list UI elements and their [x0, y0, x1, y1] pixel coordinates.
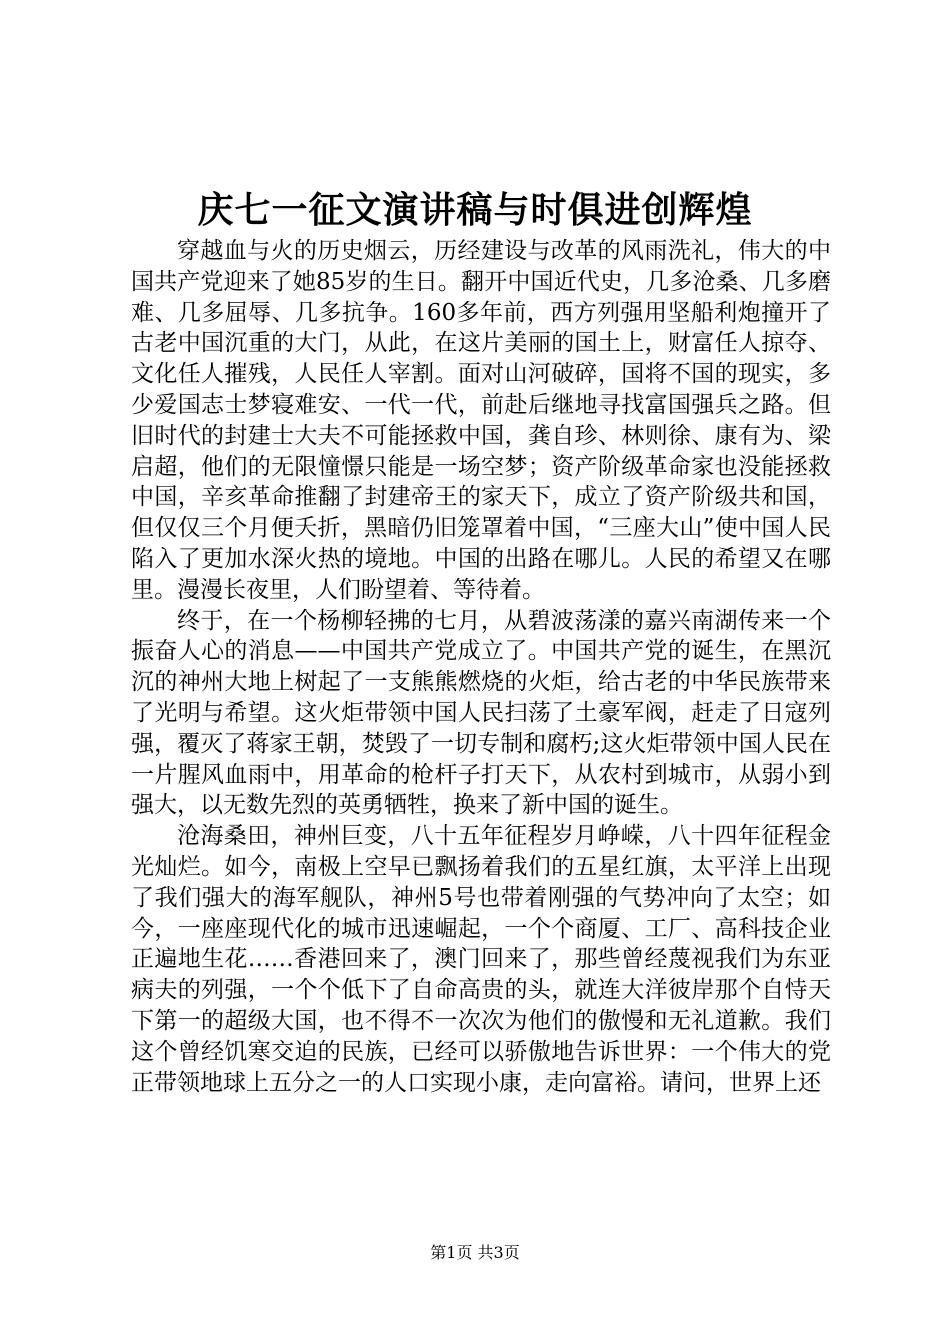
paragraph-2: 终于，在一个杨柳轻拂的七月，从碧波荡漾的嘉兴南湖传来一个振奋人心的消息——中国共产党成立了。中国共产党的诞生，在黑沉沉的神州大地上树起了一支熊熊燃烧的火炬，给古老的中华民族带来了光明与希望。这火炬带领中国人民扫荡了土豪军阀，赶走了日寇列强，覆灭了蒋家王朝，焚毁了一切专制和腐朽;这火炬带领中国人民在一片腥风血雨中，用革命的枪杆子打天下，从农村到城市，从弱小到强大，以无数先烈的英勇牺牲，换来了新中国的诞生。 [131, 607, 831, 819]
document-body [131, 236, 831, 1098]
page-number-footer: 第1页 共3页 [430, 1243, 520, 1262]
paragraph-3: 沧海桑田，神州巨变，八十五年征程岁月峥嵘，八十四年征程金光灿烂。如今，南极上空早已飘扬着我们的五星红旗，太平洋上出现了我们强大的海军舰队，神州5号也带着刚强的气势冲向了太空；如今，一座座现代化的城市迅速崛起，一个个商厦、工厂、高科技企业正遍地生花……香港回来了，澳门回来了，那些曾经蔑视我们为东亚病夫的列强，一个个低下了自命高贵的头，就连大洋彼岸那个自恃天下第一的超级大国，也不得不一次次为他们的傲慢和无礼道歉。我们这个曾经饥寒交迫的民族，已经可以骄傲地告诉世界：一个伟大的党正带领地球上五分之一的人口实现小康，走向富裕。请问，世界上还 [131, 823, 831, 1096]
document-title: 庆七一征文演讲稿与时俱进创辉煌 [197, 189, 753, 231]
paragraph-1: 穿越血与火的历史烟云，历经建设与改革的风雨洗礼，伟大的中国共产党迎来了她85岁的生日。翻开中国近代史，几多沧桑、几多磨难、几多屈辱、几多抗争。160多年前，西方列强用坚船利炮撞开了古老中国沉重的大门，从此，在这片美丽的国土上，财富任人掠夺、文化任人摧残，人民任人宰割。面对山河破碎，国将不国的现实，多少爱国志士梦寝难安、一代一代，前赴后继地寻找富国强兵之路。但旧时代的封建士大夫不可能拯救中国，龚自珍、林则徐、康有为、梁启超，他们的无限憧憬只能是一场空梦；资产阶级革命家也没能拯救中国，辛亥革命推翻了封建帝王的家天下，成立了资产阶级共和国，但仅仅三个月便夭折，黑暗仍旧笼罩着中国，“三座大山”使中国人民陷入了更加水深火热的境地。中国的出路在哪儿。人民的希望又在哪里。漫漫长夜里，人们盼望着、等待着。 [131, 238, 831, 603]
